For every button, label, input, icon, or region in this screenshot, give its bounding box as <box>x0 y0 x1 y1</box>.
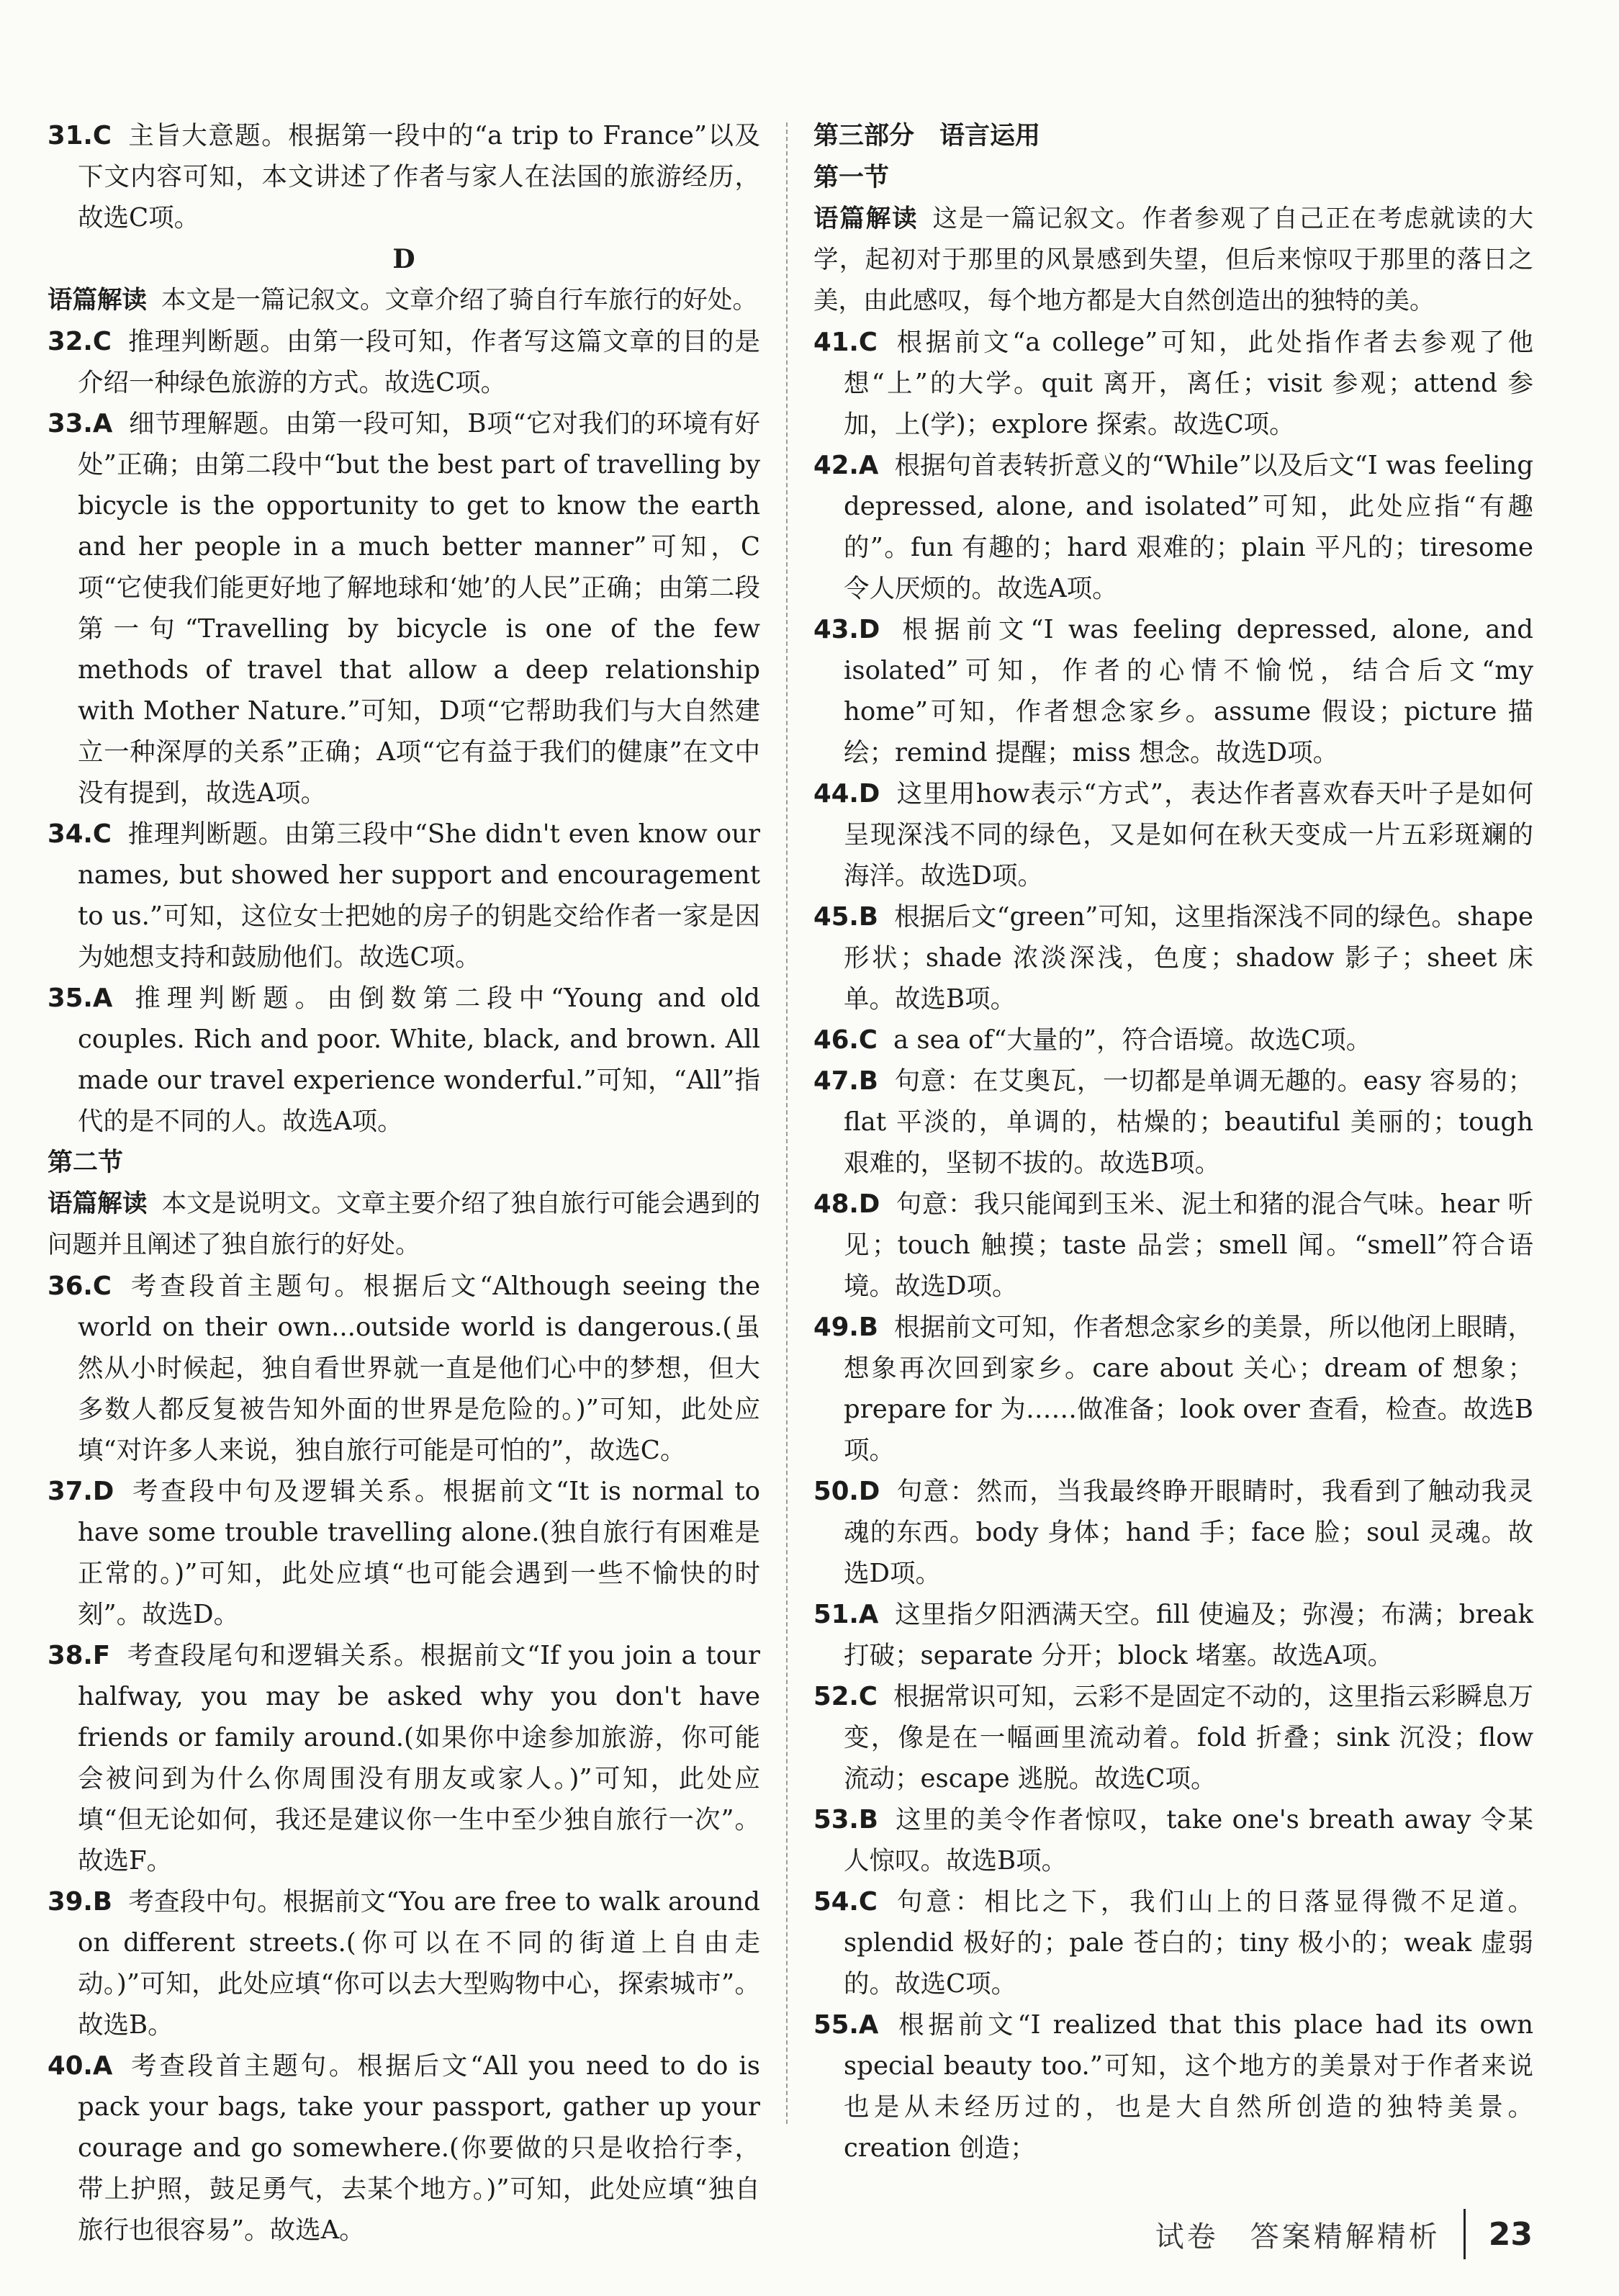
answer-35: 35.A 推理判断题。由倒数第二段中“Young and old couples. Rich and poor. White, black, and brown. All made our travel experience wonderful.”可知，“All”指代的是不同的人。故选A项。 <box>48 983 760 1136</box>
answer-43: 43.D 根据前文“I was feeling depressed, alone, and isolated”可知，作者的心情不愉悦，结合后文“my home”可知，作者想念家乡。assume 假设；picture 描绘；remind 提醒；miss 想念。故选D项。 <box>813 615 1533 767</box>
footer-divider <box>1464 2209 1466 2259</box>
answer-45: 45.B 根据后文“green”可知，这里指深浅不同的绿色。shape 形状；shade 浓淡深浅，色度；shadow 影子；sheet 床单。故选B项。 <box>813 902 1533 1014</box>
answer-37: 37.D 考查段中句及逻辑关系。根据前文“It is normal to have some trouble travelling alone.(独自旅行有困难是正常的。)”可知，此处应填“也可能会遇到一些不愉快的时刻”。故选D。 <box>48 1477 760 1629</box>
answer-49: 49.B 根据前文可知，作者想念家乡的美景，所以他闭上眼睛，想象再次回到家乡。care about 关心；dream of 想象；prepare for 为……做准备；look over 查看，检查。故选B项。 <box>813 1313 1533 1465</box>
answer-34: 34.C 推理判断题。由第三段中“She didn't even know our names, but showed her support and encouragement to us.”可知，这位女士把她的房子的钥匙交给作者一家是因为她想支持和鼓励他们。故选C项。 <box>48 819 760 972</box>
answer-44: 44.D 这里用how表示“方式”，表达作者喜欢春天叶子是如何呈现深浅不同的绿色，又是如何在秋天变成一片五彩斑斓的海洋。故选D项。 <box>813 779 1533 891</box>
discourse-d: 语篇解读 本文是一篇记叙文。文章介绍了骑自行车旅行的好处。 <box>48 286 757 315</box>
answer-52: 52.C 根据常识可知，云彩不是固定不动的，这里指云彩瞬息万变，像是在一幅画里流动着。fold 折叠；sink 沉没；flow 流动；escape 逃脱。故选C项。 <box>813 1682 1533 1793</box>
page-footer <box>1155 2209 1533 2259</box>
page-number: 23 <box>1488 2215 1533 2253</box>
answer-47: 47.B 句意：在艾奥瓦，一切都是单调无趣的。easy 容易的；flat 平淡的，单调的，枯燥的；beautiful 美丽的；tough 艰难的，坚韧不拔的。故选B项。 <box>813 1066 1533 1178</box>
section-1-heading: 第一节 <box>813 163 890 192</box>
answer-31: 31.C 主旨大意题。根据第一段中的“a trip to France”以及下文内容可知，本文讲述了作者与家人在法国的旅游经历，故选C项。 <box>48 121 760 233</box>
section-2-heading: 第二节 <box>48 1148 124 1177</box>
answer-46: 46.C a sea of“大量的”，符合语境。故选C项。 <box>813 1025 1372 1055</box>
answer-54: 54.C 句意：相比之下，我们山上的日落显得微不足道。splendid 极好的；pale 苍白的；tiny 极小的；weak 虚弱的。故选C项。 <box>813 1887 1533 1999</box>
answer-53: 53.B 这里的美令作者惊叹，take one's breath away 令某人惊叹。故选B项。 <box>813 1805 1533 1876</box>
answer-50: 50.D 句意：然而，当我最终睁开眼睛时，我看到了触动我灵魂的东西。body 身体；hand 手；face 脸；soul 灵魂。故选D项。 <box>813 1477 1533 1588</box>
answer-42: 42.A 根据句首表转折意义的“While”以及后文“I was feeling depressed, alone, and isolated”可知，此处应指“有趣的”。fun 有趣的；hard 艰难的；plain 平凡的；tiresome 令人厌烦的。故选A项。 <box>813 451 1533 603</box>
column-divider <box>786 122 788 2124</box>
answer-41: 41.C 根据前文“a college”可知，此处指作者去参观了他想“上”的大学。quit 离开，离任；visit 参观；attend 参加，上(学)；explore 探索。故选C项。 <box>813 328 1533 439</box>
answer-48: 48.D 句意：我只能闻到玉米、泥土和猪的混合气味。hear 听见；touch 触摸；taste 品尝；smell 闻。“smell”符合语境。故选D项。 <box>813 1189 1533 1301</box>
answer-51: 51.A 这里指夕阳洒满天空。fill 使遍及；弥漫；布满；break 打破；separate 分开；block 堵塞。故选A项。 <box>813 1600 1533 1670</box>
answer-33: 33.A 细节理解题。由第一段可知，B项“它对我们的环境有好处”正确；由第二段中“but the best part of travelling by bicycle is the opportunity to get to know the earth and her people in a much better manner”可知，C项“它使我们能更好地了解地球和‘她’的人民”正确；由第二段第一句“Travelling by bicycle is one of the few methods of travel that allow a deep relationship with Mother Nature.”可知，D项“它帮助我们与大自然建立一种深厚的关系”正确；A项“它有益于我们的健康”在文中没有提到，故选A项。 <box>48 409 760 808</box>
footer-label: 试卷 答案精解精析 <box>1155 2220 1440 2254</box>
discourse-section-2: 语篇解读 本文是说明文。文章主要介绍了独自旅行可能会遇到的问题并且阐述了独自旅行的好处。 <box>48 1189 760 1259</box>
discourse-section-1: 语篇解读 这是一篇记叙文。作者参观了自己正在考虑就读的大学，起初对于那里的风景感到失望，但后来惊叹于那里的落日之美，由此感叹，每个地方都是大自然创造出的独特的美。 <box>813 204 1534 315</box>
section-d-heading: D <box>392 244 415 274</box>
answer-36: 36.C 考查段首主题句。根据后文“Although seeing the world on their own...outside world is dangerous.(虽然从小时候起，独自看世界就一直是他们心中的梦想，但大多数人都反复被告知外面的世界是危险的。)”可知，此处应填“对许多人来说，独自旅行可能是可怕的”，故选C。 <box>48 1271 760 1465</box>
part-3-heading: 第三部分 语言运用 <box>813 122 1041 150</box>
answer-55: 55.A 根据前文“I realized that this place had its own special beauty too.”可知，这个地方的美景对于作者来说也是从未经历过的，也是大自然所创造的独特美景。creation 创造； <box>813 2010 1533 2163</box>
answer-32: 32.C 推理判断题。由第一段可知，作者写这篇文章的目的是介绍一种绿色旅游的方式。故选C项。 <box>48 327 760 397</box>
left-column <box>48 115 760 2251</box>
answer-38: 38.F 考查段尾句和逻辑关系。根据前文“If you join a tour halfway, you may be asked why you don't have friends or family around.(如果你中途参加旅游，你可能会被问到为什么你周围没有朋友或家人。)”可知，此处应填“但无论如何，我还是建议你一生中至少独自旅行一次”。故选F。 <box>48 1641 760 1876</box>
answer-39: 39.B 考查段中句。根据前文“You are free to walk around on different streets.(你可以在不同的街道上自由走动。)”可知，此处应填“你可以去大型购物中心，探索城市”。故选B。 <box>48 1887 760 2040</box>
right-column <box>813 115 1533 2169</box>
answer-40: 40.A 考查段首主题句。根据后文“All you need to do is pack your bags, take your passport, gather up your courage and go somewhere.(你要做的只是收拾行李，带上护照，鼓足勇气，去某个地方。)”可知，此处应填“独自旅行也很容易”。故选A。 <box>48 2051 760 2245</box>
